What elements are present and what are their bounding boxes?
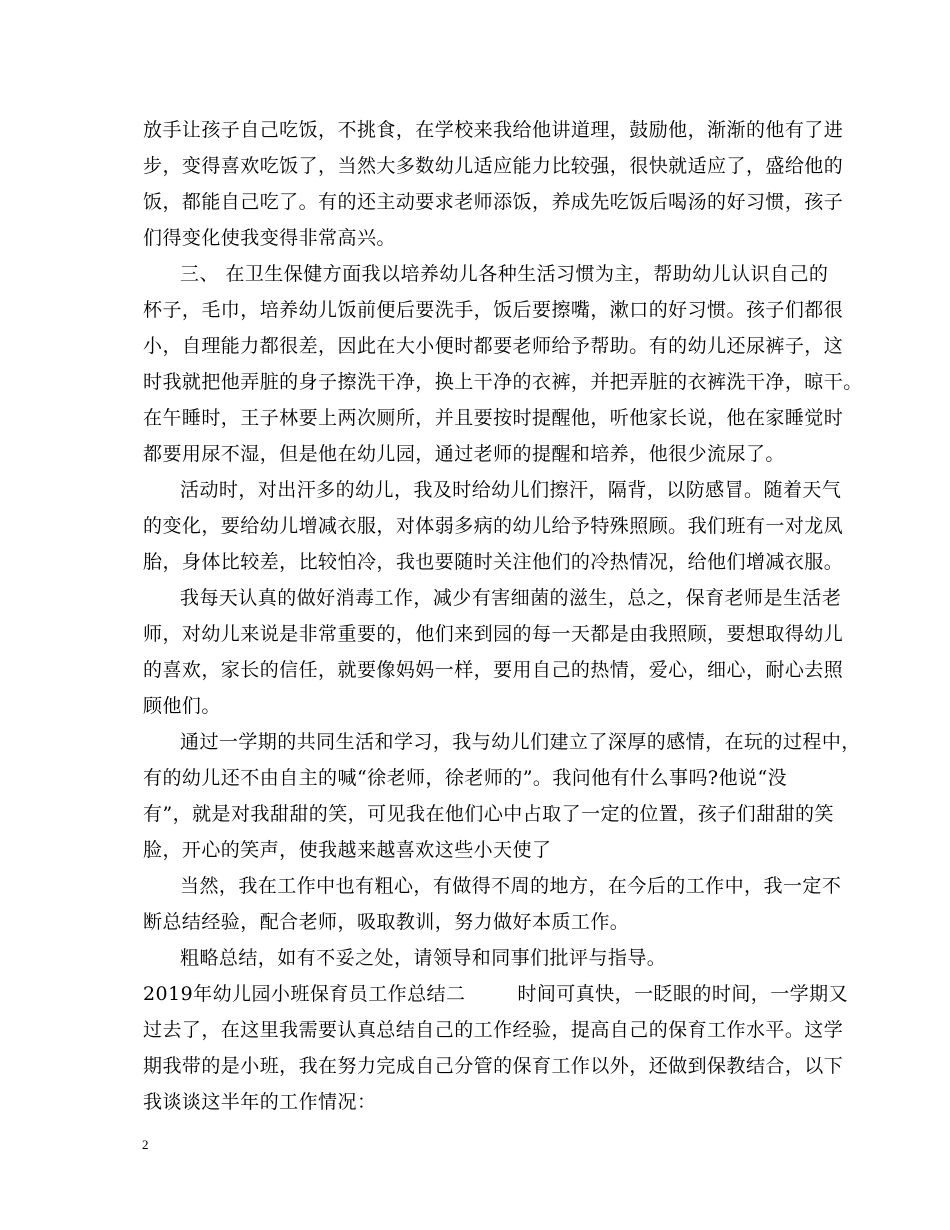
text-line: 有的幼儿还不由自主的喊“徐老师，徐老师的”。我问他有什么事吗?他说“没 [143, 767, 788, 789]
text-line: 放手让孩子自己吃饭，不挑食，在学校来我给他讲道理，鼓励他，渐渐的他有了进 [143, 119, 844, 141]
text-line: 断总结经验，配合老师，吸取教训，努力做好本质工作。 [143, 911, 630, 933]
text-line: 期我带的是小班，我在努力完成自己分管的保育工作以外，还做到保教结合，以下 [143, 1055, 844, 1077]
text-line: 我谈谈这半年的工作情况： [143, 1091, 377, 1113]
text-line: 饭，都能自己吃了。有的还主动要求老师添饭，养成先吃饭后喝汤的好习惯，孩子 [143, 191, 844, 213]
paragraph-start-line: 粗略总结，如有不妥之处，请领导和同事们批评与指导。 [180, 947, 667, 969]
text-line: 的喜欢，家长的信任，就要像妈妈一样，要用自己的热情，爱心，细心，耐心去照 [143, 659, 844, 681]
paragraph-start-line: 活动时，对出汗多的幼儿，我及时给幼儿们擦汗，隔背，以防感冒。随着天气 [180, 479, 842, 501]
section-title-line: 2019年幼儿园小班保育员工作总结二 时间可真快，一眨眼的时间，一学期又 [143, 983, 849, 1005]
text-line: 在午睡时，王子林要上两次厕所，并且要按时提醒他，听他家长说，他在家睡觉时 [143, 407, 844, 429]
paragraph-start-line: 通过一学期的共同生活和学习，我与幼儿们建立了深厚的感情，在玩的过程中， [180, 731, 861, 753]
text-line: 师，对幼儿来说是非常重要的，他们来到园的每一天都是由我照顾，要想取得幼儿 [143, 623, 844, 645]
text-line: 脸，开心的笑声，使我越来越喜欢这些小天使了 [143, 839, 552, 861]
text-line: 都要用尿不湿，但是他在幼儿园，通过老师的提醒和培养，他很少流尿了。 [143, 443, 785, 465]
text-line: 们得变化使我变得非常高兴。 [143, 227, 396, 249]
text-line: 有”，就是对我甜甜的笑，可见我在他们心中占取了一定的位置，孩子们甜甜的笑 [143, 803, 834, 825]
text-line: 小，自理能力都很差，因此在大小便时都要老师给予帮助。有的幼儿还尿裤子，这 [143, 335, 844, 357]
text-line: 过去了，在这里我需要认真总结自己的工作经验，提高自己的保育工作水平。这学 [143, 1019, 844, 1041]
text-line: 时我就把他弄脏的身子擦洗干净，换上干净的衣裤，并把弄脏的衣裤洗干净，晾干。 [143, 371, 863, 393]
text-line: 胎，身体比较差，比较怕冷，我也要随时关注他们的冷热情况，给他们增减衣服。 [143, 551, 844, 573]
paragraph-start-line: 我每天认真的做好消毒工作，减少有害细菌的滋生，总之，保育老师是生活老 [180, 587, 842, 609]
text-line: 顾他们。 [143, 695, 221, 717]
text-line: 杯子，毛巾，培养幼儿饭前便后要洗手，饭后要擦嘴，漱口的好习惯。孩子们都很 [143, 299, 844, 321]
text-line: 步，变得喜欢吃饭了，当然大多数幼儿适应能力比较强，很快就适应了，盛给他的 [143, 155, 844, 177]
paragraph-start-line: 当然，我在工作中也有粗心，有做得不周的地方，在今后的工作中，我一定不 [180, 875, 842, 897]
page-number: 2 [142, 1137, 149, 1152]
section-three-heading-line: 三、 在卫生保健方面我以培养幼儿各种生活习惯为主，帮助幼儿认识自己的 [180, 263, 829, 285]
text-line: 的变化，要给幼儿增减衣服，对体弱多病的幼儿给予特殊照顾。我们班有一对龙凤 [143, 515, 844, 537]
